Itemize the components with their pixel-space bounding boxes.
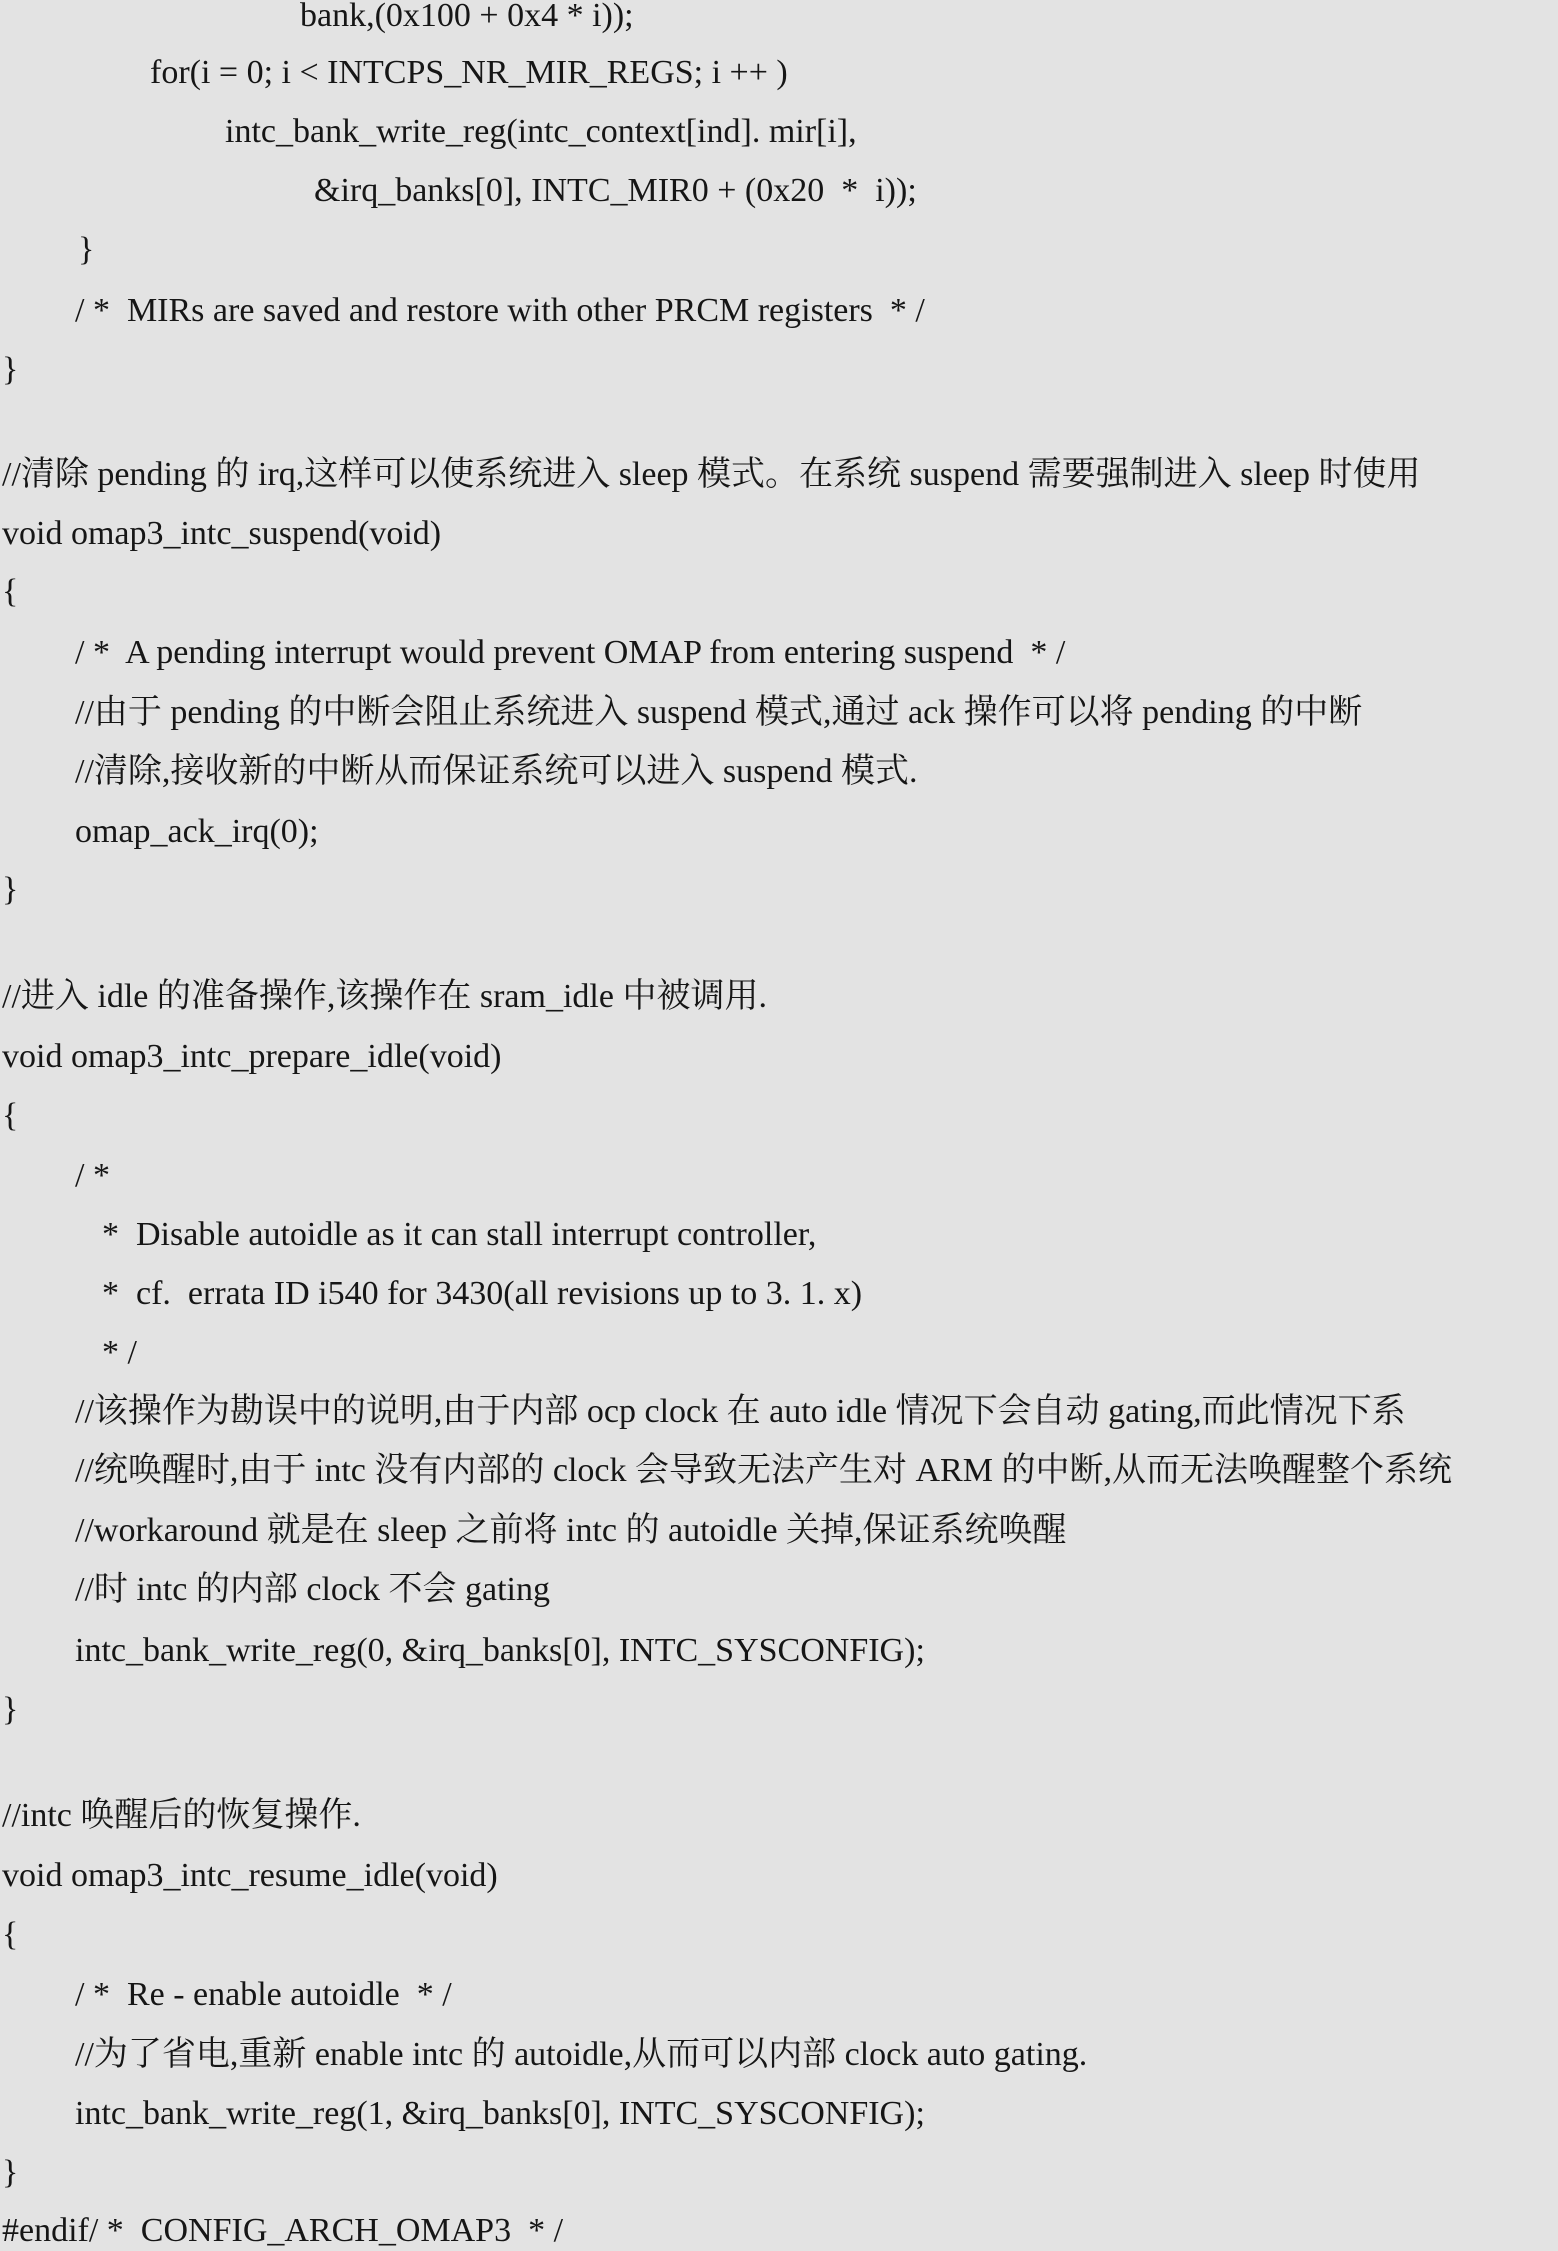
code-line: / * A pending interrupt would prevent OMAP from entering suspend * / xyxy=(75,634,1066,671)
code-line: void omap3_intc_resume_idle(void) xyxy=(2,1857,498,1894)
code-line: //由于 pending 的中断会阻止系统进入 suspend 模式,通过 ack 操作可以将 pending 的中断 xyxy=(75,694,1363,731)
code-line: intc_bank_write_reg(1, &irq_banks[0], INTC_SYSCONFIG); xyxy=(75,2095,925,2132)
code-line: //intc 唤醒后的恢复操作. xyxy=(2,1797,361,1834)
code-line: void omap3_intc_suspend(void) xyxy=(2,515,442,552)
code-line: //时 intc 的内部 clock 不会 gating xyxy=(75,1571,550,1608)
code-line: * cf. errata ID i540 for 3430(all revisions up to 3. 1. x) xyxy=(102,1275,863,1312)
code-line: //workaround 就是在 sleep 之前将 intc 的 autoidle 关掉,保证系统唤醒 xyxy=(75,1512,1067,1549)
code-line: bank,(0x100 + 0x4 * i)); xyxy=(300,0,634,34)
code-line: } xyxy=(2,1691,19,1728)
code-line: for(i = 0; i < INTCPS_NR_MIR_REGS; i ++ ) xyxy=(150,54,788,91)
code-line: * / xyxy=(102,1334,137,1371)
code-line: intc_bank_write_reg(0, &irq_banks[0], INTC_SYSCONFIG); xyxy=(75,1632,925,1669)
code-line: / * Re - enable autoidle * / xyxy=(75,1976,452,2013)
code-line: intc_bank_write_reg(intc_context[ind]. mir[i], xyxy=(225,113,857,150)
code-line: } xyxy=(78,231,95,268)
code-line: / * xyxy=(75,1157,110,1194)
code-line: / * MIRs are saved and restore with other PRCM registers * / xyxy=(75,292,925,329)
code-line: &irq_banks[0], INTC_MIR0 + (0x20 * i)); xyxy=(314,172,917,209)
code-line: //统唤醒时,由于 intc 没有内部的 clock 会导致无法产生对 ARM 的中断,从而无法唤醒整个系统 xyxy=(75,1452,1452,1489)
code-line: * Disable autoidle as it can stall interrupt controller, xyxy=(102,1216,817,1253)
code-line: } xyxy=(2,871,19,908)
code-line: { xyxy=(2,1916,19,1953)
code-line: { xyxy=(2,1097,19,1134)
code-line: omap_ack_irq(0); xyxy=(75,813,319,850)
code-line: } xyxy=(2,351,19,388)
code-line: #endif/ * CONFIG_ARCH_OMAP3 * / xyxy=(2,2212,564,2249)
code-line: { xyxy=(2,573,19,610)
code-line: } xyxy=(2,2154,19,2191)
code-line: //清除 pending 的 irq,这样可以使系统进入 sleep 模式。在系统 suspend 需要强制进入 sleep 时使用 xyxy=(2,456,1421,493)
code-line: //进入 idle 的准备操作,该操作在 sram_idle 中被调用. xyxy=(2,978,767,1015)
code-line: //为了省电,重新 enable intc 的 autoidle,从而可以内部 clock auto gating. xyxy=(75,2036,1088,2073)
code-line: void omap3_intc_prepare_idle(void) xyxy=(2,1038,502,1075)
code-line: //该操作为勘误中的说明,由于内部 ocp clock 在 auto idle 情况下会自动 gating,而此情况下系 xyxy=(75,1393,1406,1430)
code-line: //清除,接收新的中断从而保证系统可以进入 suspend 模式. xyxy=(75,753,918,790)
